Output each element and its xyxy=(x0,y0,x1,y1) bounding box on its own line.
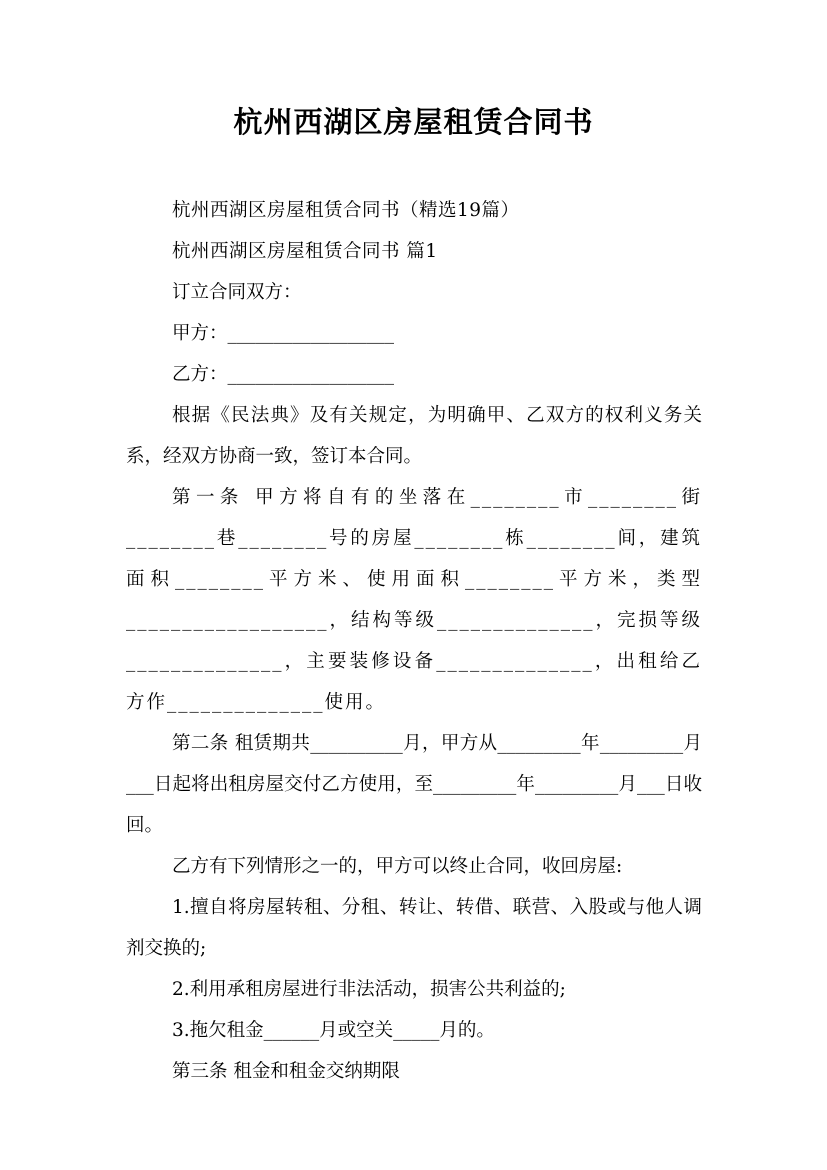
paragraph-termination-item-2: 2.利用承租房屋进行非法活动，损害公共利益的; xyxy=(172,979,566,1000)
paragraph-party-b: 乙方：__________________ xyxy=(172,364,395,385)
paragraph-party-a: 甲方：__________________ xyxy=(172,323,395,344)
document-body xyxy=(126,190,702,1092)
paragraph-termination-intro: 乙方有下列情形之一的，甲方可以终止合同，收回房屋: xyxy=(172,856,623,877)
paragraph-section-heading: 杭州西湖区房屋租赁合同书 篇1 xyxy=(172,241,438,262)
paragraph-termination-item-3: 3.拖欠租金______月或空关_____月的。 xyxy=(172,1020,495,1041)
paragraph-parties-intro: 订立合同双方： xyxy=(172,282,302,303)
paragraph-subtitle: 杭州西湖区房屋租赁合同书（精选19篇） xyxy=(172,200,520,221)
paragraph-article-3: 第三条 租金和租金交纳期限 xyxy=(172,1061,400,1082)
paragraph-article-2: 第二条 租赁期共__________月，甲方从_________年_________月___日起将出租房屋交付乙方使用，至_________年_________月___日收回。 xyxy=(126,733,702,836)
paragraph-preamble: 根据《民法典》及有关规定，为明确甲、乙双方的权利义务关系，经双方协商一致，签订本合同。 xyxy=(126,405,702,467)
document-title: 杭州西湖区房屋租赁合同书 xyxy=(233,105,594,139)
paragraph-termination-item-1: 1.擅自将房屋转租、分租、转让、转借、联营、入股或与他人调剂交换的; xyxy=(126,897,702,959)
paragraph-article-1: 第一条 甲方将自有的坐落在________市________街________巷________号的房屋________栋________间，建筑面积________平方米、使用面积________平方米，类型__________________，结构等级______________，完损等级______________，主要装修设备______________，出租给乙方作______________使用。 xyxy=(126,487,702,713)
